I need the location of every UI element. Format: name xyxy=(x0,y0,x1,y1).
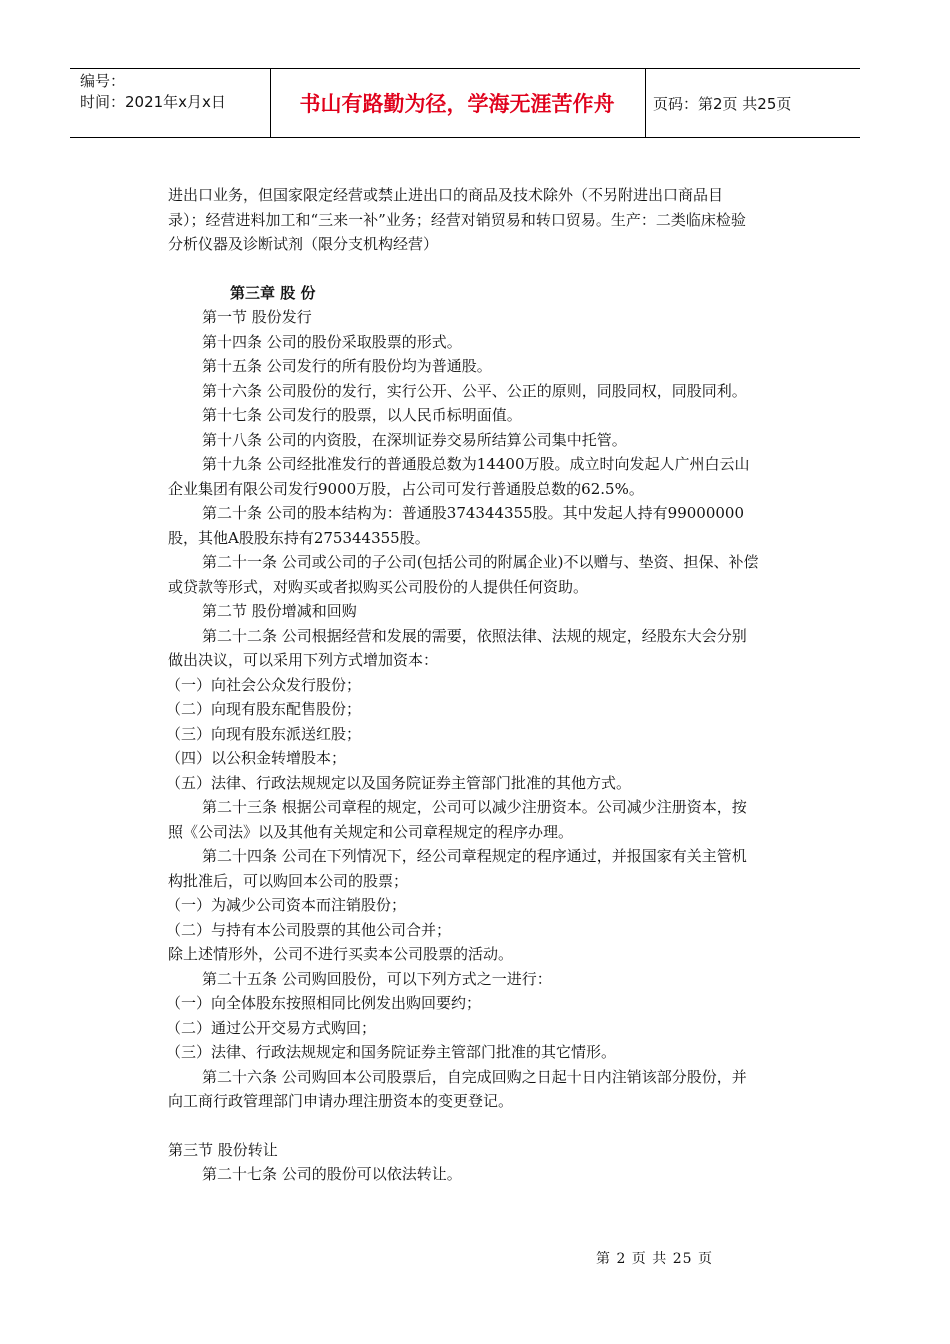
section-title: 第一节 股份发行 xyxy=(202,308,312,326)
time-label: 时间：2021年x月x日 xyxy=(80,93,226,111)
article: 第十六条 公司股份的发行，实行公开、公平、公正的原则，同股同权，同股同利。 xyxy=(202,381,747,400)
header-info xyxy=(80,69,270,137)
page-header xyxy=(70,68,860,138)
article: 第二十三条 根据公司章程的规定，公司可以减少注册资本。公司减少注册资本，按照《公司法》以及其他有关规定和公司章程规定的程序办理。 xyxy=(168,798,747,841)
list-item: （三）法律、行政法规规定和国务院证券主管部门批准的其它情形。 xyxy=(166,1043,617,1061)
article: 第二十四条 公司在下列情况下，经公司章程规定的程序通过，并报国家有关主管机构批准后，可以购回本公司的股票； xyxy=(168,847,747,890)
chapter-title: 第三章 股 份 xyxy=(230,283,316,302)
article: 第十四条 公司的股份采取股票的形式。 xyxy=(202,332,462,351)
article: 第十九条 公司经批准发行的普通股总数为14400万股。成立时向发起人广州白云山企业集团有限公司发行9000万股，占公司可发行普通股总数的62.5%。 xyxy=(168,455,750,498)
list-item: （一）向全体股东按照相同比例发出购回要约； xyxy=(166,994,482,1012)
number-label: 编号： xyxy=(80,72,126,90)
list-item: （四）以公积金转增股本； xyxy=(166,749,347,767)
section-title: 第三节 股份转让 xyxy=(168,1140,278,1159)
section-title: 第二节 股份增减和回购 xyxy=(202,602,357,620)
header-divider xyxy=(645,69,646,137)
article: 第二十条 公司的股本结构为：普通股374344355股。其中发起人持有99000000股，其他A股股东持有275344355股。 xyxy=(168,504,745,547)
article: 第十八条 公司的内资股，在深圳证券交易所结算公司集中托管。 xyxy=(202,430,627,449)
list-item: （一）向社会公众发行股份； xyxy=(166,675,362,694)
article: 第二十五条 公司购回股份，可以下列方式之一进行： xyxy=(202,969,552,988)
list-item: （二）通过公开交易方式购回； xyxy=(166,1018,377,1037)
paragraph: 除上述情形外，公司不进行买卖本公司股票的活动。 xyxy=(168,945,514,963)
article: 第二十六条 公司购回本公司股票后，自完成回购之日起十日内注销该部分股份，并向工商行政管理部门申请办理注册资本的变更登记。 xyxy=(168,1067,747,1110)
page-footer: 第 2 页 共 25 页 xyxy=(596,1251,713,1267)
article: 第十七条 公司发行的股票，以人民币标明面值。 xyxy=(202,406,522,424)
list-item: （五）法律、行政法规规定以及国务院证券主管部门批准的其他方式。 xyxy=(166,773,632,792)
header-motto: 书山有路勤为径，学海无涯苦作舟 xyxy=(299,92,615,116)
list-item: （一）为减少公司资本而注销股份； xyxy=(166,896,407,914)
document-body xyxy=(168,183,760,1187)
list-item: （二）与持有本公司股票的其他公司合并； xyxy=(166,920,452,939)
list-item: （二）向现有股东配售股份； xyxy=(166,700,362,718)
article: 第二十一条 公司或公司的子公司(包括公司的附属企业)不以赠与、垫资、担保、补偿或贷款等形式，对购买或者拟购买公司股份的人提供任何资助。 xyxy=(168,553,759,596)
header-divider xyxy=(270,69,271,137)
paragraph: 进出口业务，但国家限定经营或禁止进出口的商品及技术除外（不另附进出口商品目录）；经营进料加工和“三来一补”业务；经营对销贸易和转口贸易。生产：二类临床检验分析仪器及诊断试剂（限分支机构经营） xyxy=(168,186,746,253)
header-page-label: 页码：第2页 共25页 xyxy=(653,94,792,113)
article: 第十五条 公司发行的所有股份均为普通股。 xyxy=(202,357,492,375)
article: 第二十二条 公司根据经营和发展的需要，依照法律、法规的规定，经股东大会分别做出决议，可以采用下列方式增加资本： xyxy=(168,626,747,669)
article: 第二十七条 公司的股份可以依法转让。 xyxy=(202,1165,462,1183)
list-item: （三）向现有股东派送红股； xyxy=(166,724,362,743)
